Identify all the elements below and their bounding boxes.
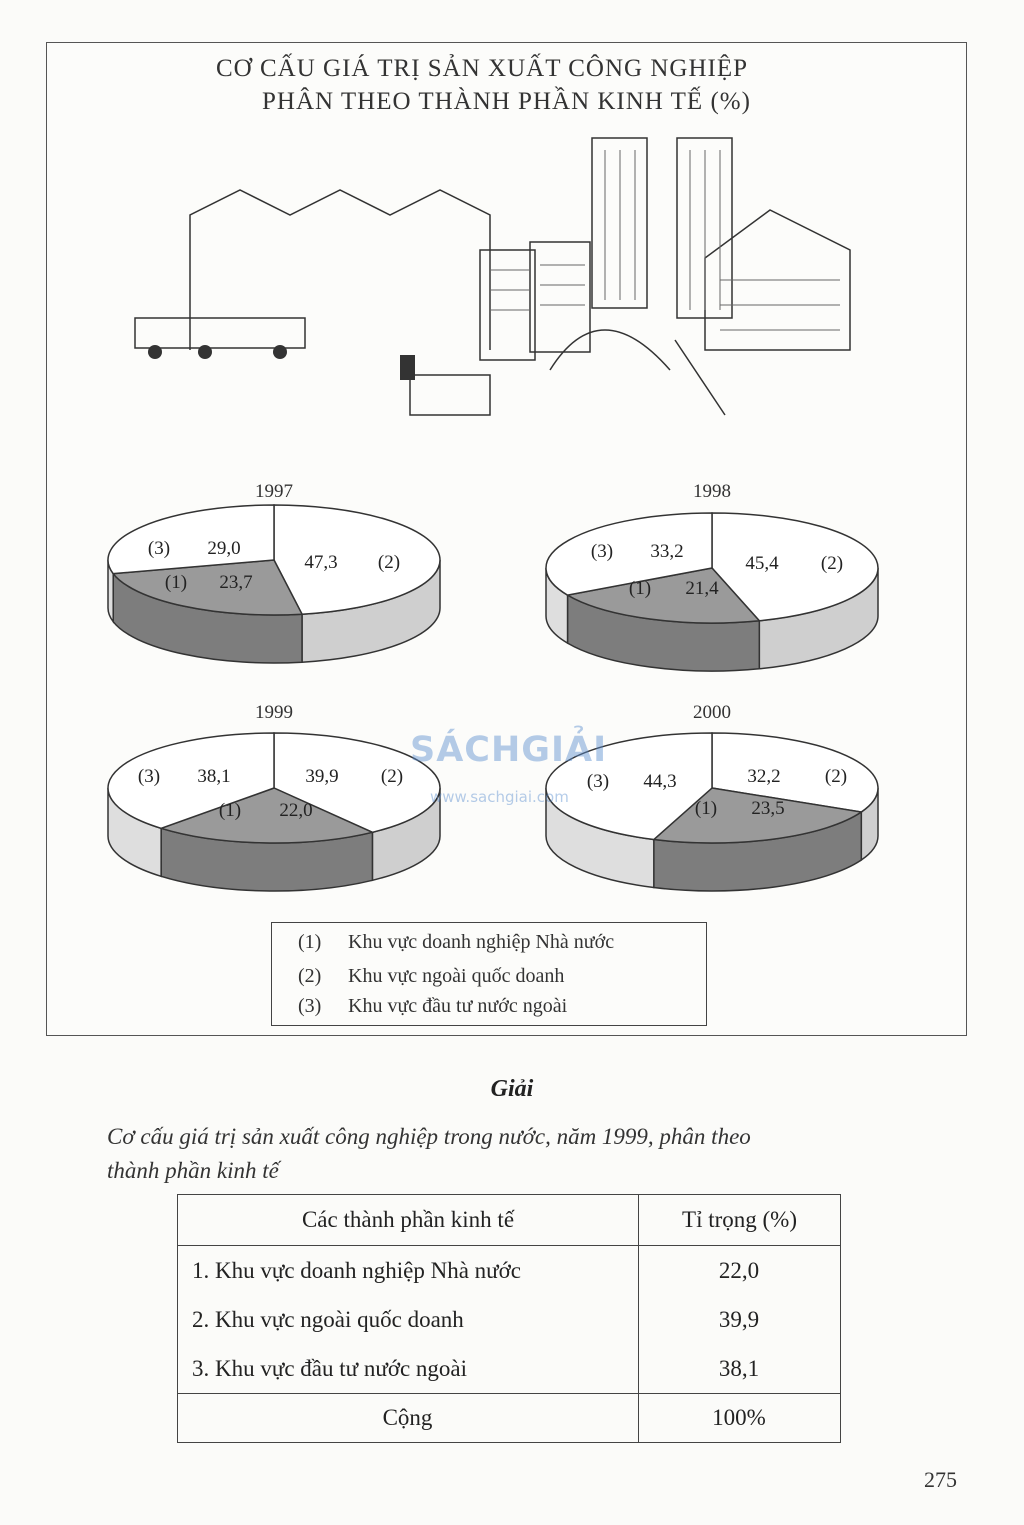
pie-1999 xyxy=(108,702,440,891)
table-row xyxy=(178,1246,841,1296)
legend-item xyxy=(298,931,614,954)
pie-year-label: 2000 xyxy=(693,702,731,723)
row-label: 1. Khu vực doanh nghiệp Nhà nước xyxy=(178,1246,639,1296)
row-label: 2. Khu vực ngoài quốc doanh xyxy=(178,1295,639,1344)
pie-data-label: 29,0 xyxy=(207,538,241,559)
header-component: Các thành phần kinh tế xyxy=(178,1195,639,1246)
pie-slice-number: (3) xyxy=(586,771,610,792)
chart-title-line-1: CƠ CẤU GIÁ TRỊ SẢN XUẤT CÔNG NGHIỆP xyxy=(216,55,749,82)
pie-data-label: 32,2 xyxy=(747,766,781,787)
row-value: 39,9 xyxy=(639,1295,841,1344)
chart-title-line-2: PHÂN THEO THÀNH PHẦN KINH TẾ (%) xyxy=(262,88,751,115)
pie-slice-number: (1) xyxy=(694,798,718,819)
table-total-row xyxy=(178,1394,841,1443)
pie-slice-number: (2) xyxy=(380,766,404,787)
pie-data-label: 21,4 xyxy=(685,578,719,599)
legend-label: Khu vực đầu tư nước ngoài xyxy=(348,995,568,1017)
row-label: 3. Khu vực đầu tư nước ngoài xyxy=(178,1344,639,1394)
legend-item xyxy=(298,995,567,1018)
pie-slice-number: (1) xyxy=(628,578,652,599)
table-caption-line-2: thành phần kinh tế xyxy=(107,1158,279,1183)
page-number: 275 xyxy=(924,1467,957,1492)
pie-data-label: 33,2 xyxy=(650,541,684,562)
legend-num: (3) xyxy=(298,995,322,1017)
pie-slice-number: (1) xyxy=(218,800,242,821)
legend-num: (2) xyxy=(298,965,322,987)
pie-data-label: 22,0 xyxy=(279,800,313,821)
total-label: Cộng xyxy=(178,1394,639,1443)
row-value: 22,0 xyxy=(639,1246,841,1296)
pie-data-label: 44,3 xyxy=(643,771,677,792)
pie-data-label: 38,1 xyxy=(197,766,231,787)
pie-data-label: 39,9 xyxy=(305,766,339,787)
table-row xyxy=(178,1295,841,1344)
watermark xyxy=(410,712,620,812)
pie-slice-number: (2) xyxy=(820,553,844,574)
legend-label: Khu vực doanh nghiệp Nhà nước xyxy=(348,931,615,953)
header-share: Tỉ trọng (%) xyxy=(639,1195,841,1246)
pie-year-label: 1999 xyxy=(255,702,293,723)
pie-year-label: 1998 xyxy=(693,481,731,502)
legend-label: Khu vực ngoài quốc doanh xyxy=(348,965,565,987)
solution-heading: Giải xyxy=(490,1076,534,1102)
watermark-url: www.sachgiai.com xyxy=(430,788,569,806)
pie-slice-number: (3) xyxy=(137,766,161,787)
pie-slice-number: (2) xyxy=(824,766,848,787)
pie-slice-number: (3) xyxy=(590,541,614,562)
chart-legend xyxy=(271,922,707,1026)
total-value: 100% xyxy=(639,1394,841,1443)
pie-1997 xyxy=(108,481,440,663)
pie-1998 xyxy=(546,481,878,671)
row-value: 38,1 xyxy=(639,1344,841,1394)
table-caption-line-1: Cơ cấu giá trị sản xuất công nghiệp trong nước, năm 1999, phân theo xyxy=(107,1124,751,1149)
pie-data-label: 23,7 xyxy=(219,572,253,593)
pie-data-label: 45,4 xyxy=(745,553,779,574)
pie-year-label: 1997 xyxy=(255,481,293,502)
table-row xyxy=(178,1344,841,1394)
legend-num: (1) xyxy=(298,931,322,953)
pie-slice-number: (3) xyxy=(147,538,171,559)
table-header-row xyxy=(178,1195,841,1246)
answer-table xyxy=(177,1194,841,1443)
legend-item xyxy=(298,965,564,988)
watermark-brand: SÁCHGIẢI xyxy=(410,730,608,770)
pie-data-label: 47,3 xyxy=(304,552,338,573)
pie-slice-number: (1) xyxy=(164,572,188,593)
pie-slice-number: (2) xyxy=(377,552,401,573)
pie-data-label: 23,5 xyxy=(751,798,785,819)
